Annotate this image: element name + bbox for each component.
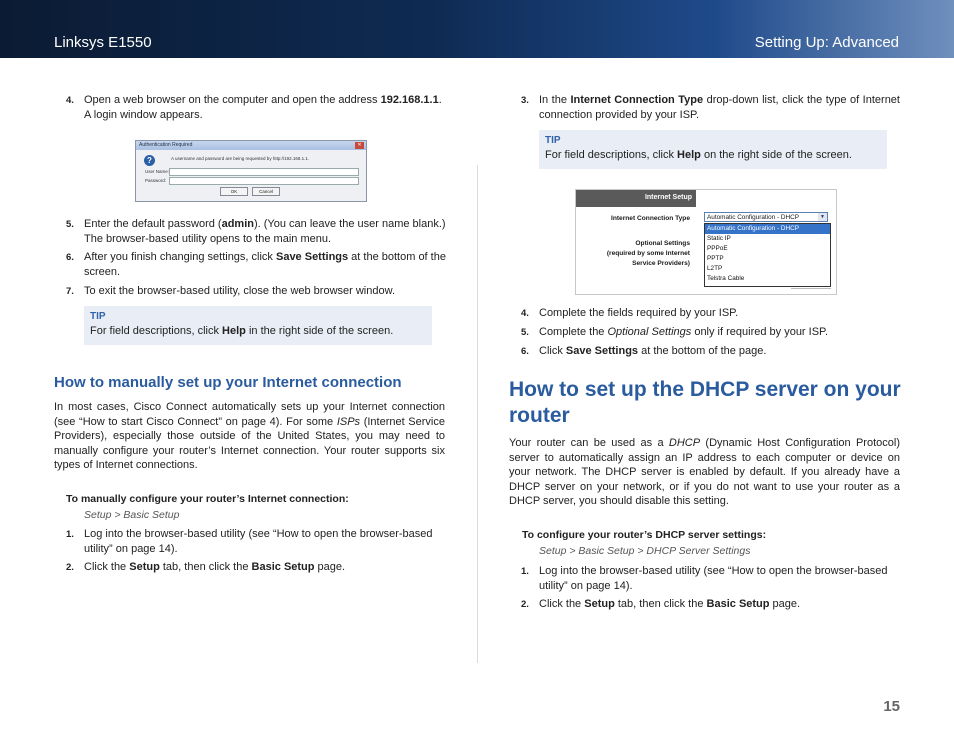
dialog-message: A username and password are being requested by http://192.168.1.1.	[171, 156, 310, 161]
setup-term: Setup	[584, 598, 615, 610]
connection-type-label: Internet Connection Type	[610, 215, 690, 222]
step-number: 4.	[66, 95, 74, 106]
tip-text	[545, 149, 852, 161]
selected-value: Automatic Configuration - DHCP	[707, 214, 799, 221]
dialog-title: Authentication Required	[136, 141, 366, 150]
page-section-heading: How to set up the DHCP server on your router	[509, 378, 901, 427]
basic-setup-term: Basic Setup	[706, 598, 770, 610]
step-number: 4.	[521, 308, 529, 319]
step-text: drop-down list, click the type of Internet connection provided by your ISP.	[539, 94, 900, 121]
step-text: tab, then click the	[159, 561, 252, 573]
step-text: at the bottom of the page.	[638, 345, 767, 357]
step-text: Click the	[84, 561, 130, 573]
menu-path: Setup > Basic Setup > DHCP Server Settings	[539, 545, 751, 557]
section-label: Internet Setup	[644, 194, 692, 201]
tip-label: TIP	[90, 311, 106, 322]
paragraph-text: (Dynamic Host Configuration Protocol) server to automatically assign an IP address to each computer or device on your network. The DHCP server is enabled by default. If you already have a DHCP server on your network, or if you do not want to use your router as a DHCP server, you should disable this setting.	[509, 437, 900, 507]
step-5-text	[84, 217, 446, 246]
step-number: 5.	[521, 327, 529, 338]
default-password: admin	[221, 218, 254, 230]
step-number: 1.	[66, 529, 74, 540]
question-icon: ?	[144, 155, 155, 166]
step-text: Click	[539, 345, 566, 357]
procedure-title: To configure your router’s DHCP server settings:	[522, 529, 767, 541]
paragraph-text: In most cases, Cisco Connect automatically sets up your Internet connection (see “How to start Cisco Connect” on page 4). For some	[54, 401, 445, 428]
tip-text-part: in the right side of the screen.	[245, 325, 394, 337]
step-text: Enter the default password (	[84, 218, 222, 230]
help-term: Help	[677, 149, 701, 161]
menu-path: Setup > Basic Setup	[84, 509, 180, 521]
option-static-ip: Static IP	[707, 235, 731, 242]
step-text: In the	[539, 94, 571, 106]
help-term: Help	[222, 325, 246, 337]
section-bar	[576, 190, 696, 207]
authentication-dialog-screenshot	[135, 140, 367, 202]
step-number: 2.	[521, 599, 529, 610]
paragraph-text: (Internet Service Providers), especially those outside of the United States, you may need to manually configure your router’s Internet connection. Your router supports six types of Internet connections.	[54, 415, 445, 471]
optional-settings-term: Optional Settings	[607, 326, 692, 338]
step-text: ). (You can leave the user name blank.) The browser-based utility opens to the main menu.	[84, 218, 446, 245]
connection-type-options	[704, 223, 831, 287]
ok-button: OK	[220, 187, 248, 196]
step-6-text	[84, 250, 446, 279]
tip-text-part: For field descriptions, click	[545, 149, 678, 161]
password-label: Password:	[145, 178, 167, 183]
step-4-text	[84, 93, 446, 122]
step-text: Complete the	[539, 326, 608, 338]
step-5-text	[539, 325, 900, 340]
setup-term: Setup	[129, 561, 160, 573]
router-address: 192.168.1.1	[380, 94, 439, 106]
step-number: 7.	[66, 286, 74, 297]
step-number: 2.	[66, 562, 74, 573]
page-number: 15	[883, 698, 900, 715]
dhcp-term: DHCP	[668, 437, 701, 449]
step-text: After you finish changing settings, click	[84, 251, 276, 263]
step-7-text: To exit the browser-based utility, close the web browser window.	[84, 285, 395, 297]
step-text: tab, then click the	[614, 598, 707, 610]
optional-settings-label: Optional Settings	[635, 240, 690, 247]
internet-setup-screenshot	[575, 189, 837, 295]
basic-setup-term: Basic Setup	[251, 561, 315, 573]
column-divider	[477, 165, 478, 663]
intro-paragraph	[54, 400, 445, 473]
tip-text-part: For field descriptions, click	[90, 325, 223, 337]
tip-text-part: on the right side of the screen.	[700, 149, 852, 161]
step-text: page.	[314, 561, 346, 573]
close-icon: ✕	[355, 142, 364, 149]
paragraph-text: Your router can be used as a	[509, 437, 669, 449]
step-6-text	[539, 344, 900, 359]
procedure-step-1: Log into the browser-based utility (see “How to open the browser-based utility” on page 14).	[539, 565, 888, 592]
step-text: page.	[769, 598, 801, 610]
step-text: Open a web browser on the computer and open the address	[84, 94, 381, 106]
step-number: 6.	[521, 346, 529, 357]
procedure-step-1: Log into the browser-based utility (see “How to open the browser-based utility” on page 14).	[84, 528, 433, 555]
step-number: 3.	[521, 95, 529, 106]
isps-term: ISPs	[336, 415, 361, 428]
chevron-down-icon: ▼	[818, 213, 827, 221]
step-text: at the bottom of the screen.	[84, 251, 446, 278]
scroll-line	[791, 288, 831, 289]
tip-text	[90, 325, 393, 337]
optional-settings-note: Service Providers)	[632, 260, 690, 267]
option-pppoe: PPPoE	[707, 245, 728, 252]
page-header	[0, 0, 954, 58]
option-dhcp: Automatic Configuration - DHCP	[705, 224, 830, 234]
option-l2tp: L2TP	[707, 265, 723, 272]
option-telstra-cable: Telstra Cable	[707, 275, 745, 282]
user-name-field	[169, 168, 359, 176]
user-name-label: User Name:	[145, 169, 170, 174]
tip-box	[539, 130, 887, 169]
step-3-text	[539, 93, 900, 122]
step-number: 1.	[521, 566, 529, 577]
step-text: Click the	[539, 598, 585, 610]
save-settings-term: Save Settings	[565, 345, 639, 357]
step-number: 6.	[66, 252, 74, 263]
option-pptp: PPTP	[707, 255, 724, 262]
step-4-text: Complete the fields required by your ISP.	[539, 307, 739, 319]
dhcp-paragraph	[509, 436, 900, 509]
cancel-button: Cancel	[252, 187, 280, 196]
connection-type-select	[704, 212, 828, 222]
connection-type-term: Internet Connection Type	[570, 94, 704, 106]
step-text: . A login window appears.	[84, 94, 442, 121]
step-text: only if required by your ISP.	[691, 326, 829, 338]
save-settings-term: Save Settings	[275, 251, 349, 263]
step-number: 5.	[66, 219, 74, 230]
section-heading: How to manually set up your Internet connection	[54, 374, 402, 391]
optional-settings-note: (required by some Internet	[606, 250, 690, 257]
password-field	[169, 177, 359, 185]
section-title: Setting Up: Advanced	[754, 34, 899, 51]
tip-box	[84, 306, 432, 345]
tip-label: TIP	[545, 135, 561, 146]
procedure-title: To manually configure your router’s Internet connection:	[66, 493, 349, 505]
procedure-step-2	[84, 560, 446, 575]
product-name: Linksys E1550	[54, 34, 152, 51]
procedure-step-2	[539, 597, 901, 612]
